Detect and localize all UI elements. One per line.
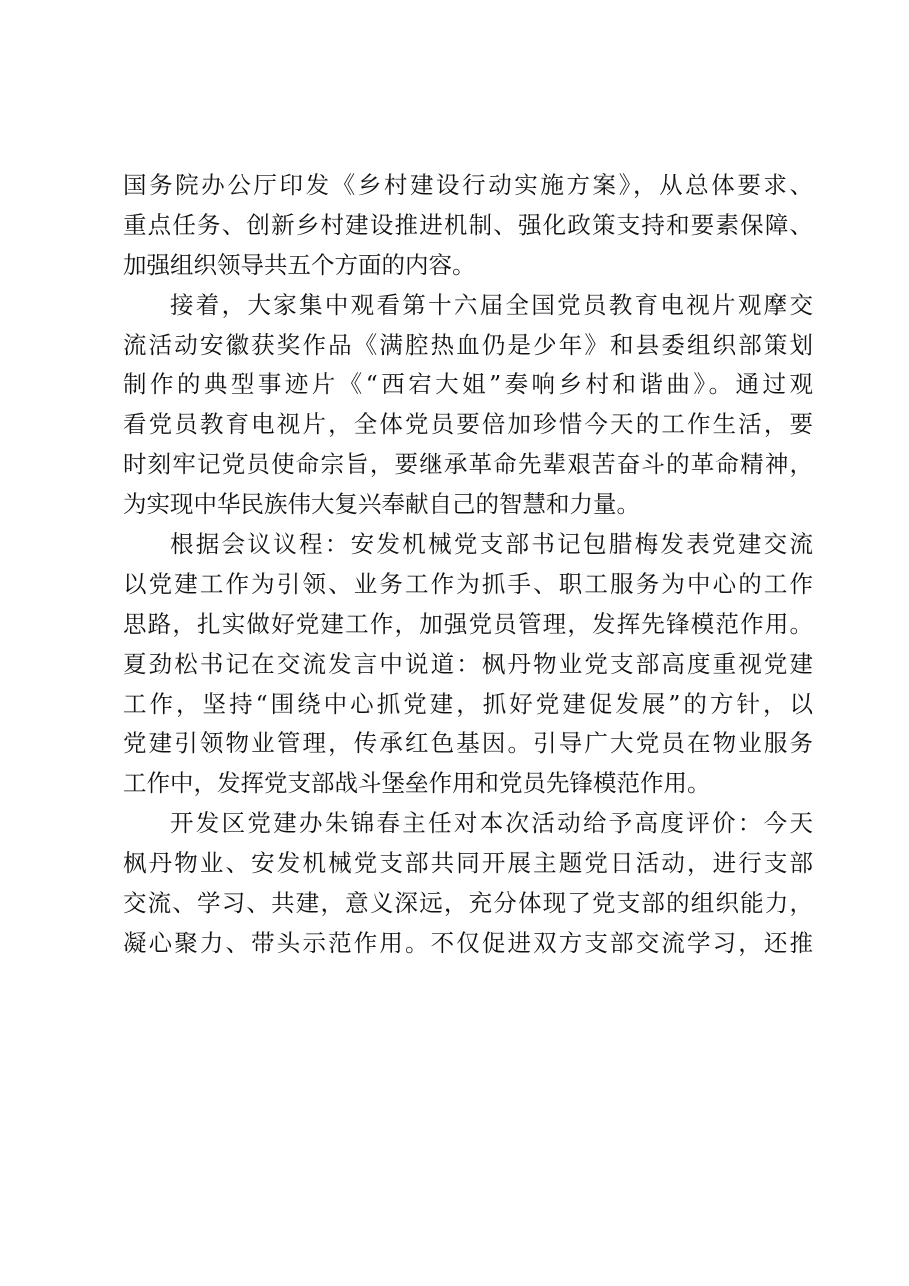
text-line: 看党员教育电视片，全体党员要倍加珍惜今天的工作生活，要: [123, 410, 813, 439]
text-line: 时刻牢记党员使命宗旨，要继承革命先辈艰苦奋斗的革命精神，: [123, 450, 813, 479]
document-body: [123, 166, 813, 964]
text-line: 夏劲松书记在交流发言中说道：枫丹物业党支部高度重视党建: [123, 649, 813, 678]
text-line: 加强组织领导共五个方面的内容。: [123, 250, 476, 279]
paragraph-first-line: 开发区党建办朱锦春主任对本次活动给予高度评价：今天: [170, 809, 813, 838]
paragraph-first-line: 接着，大家集中观看第十六届全国党员教育电视片观摩交: [170, 290, 813, 319]
text-line: 为实现中华民族伟大复兴奉献自己的智慧和力量。: [123, 490, 640, 519]
text-line: 枫丹物业、安发机械党支部共同开展主题党日活动，进行支部: [123, 849, 813, 878]
text-line: 流活动安徽获奖作品《满腔热血仍是少年》和县委组织部策划: [123, 330, 813, 359]
text-line: 重点任务、创新乡村建设推进机制、强化政策支持和要素保障、: [123, 210, 813, 239]
text-line: 交流、学习、共建，意义深远，充分体现了党支部的组织能力，: [123, 889, 813, 918]
text-line: 凝心聚力、带头示范作用。不仅促进双方支部交流学习，还推: [123, 928, 813, 957]
text-line: 以党建工作为引领、业务工作为抓手、职工服务为中心的工作: [123, 569, 813, 598]
text-line: 制作的典型事迹片《“西宕大姐”奏响乡村和谐曲》。通过观: [123, 370, 813, 399]
text-line: 国务院办公厅印发《乡村建设行动实施方案》，从总体要求、: [123, 171, 813, 199]
text-line: 工作中，发挥党支部战斗堡垒作用和党员先锋模范作用。: [123, 769, 711, 798]
text-line: 党建引领物业管理，传承红色基因。引导广大党员在物业服务: [123, 729, 813, 758]
text-line: 工作，坚持“围绕中心抓党建，抓好党建促发展”的方针，以: [123, 689, 813, 718]
text-line: 思路，扎实做好党建工作，加强党员管理，发挥先锋模范作用。: [123, 609, 813, 638]
paragraph-first-line: 根据会议议程：安发机械党支部书记包腊梅发表党建交流: [170, 530, 813, 559]
